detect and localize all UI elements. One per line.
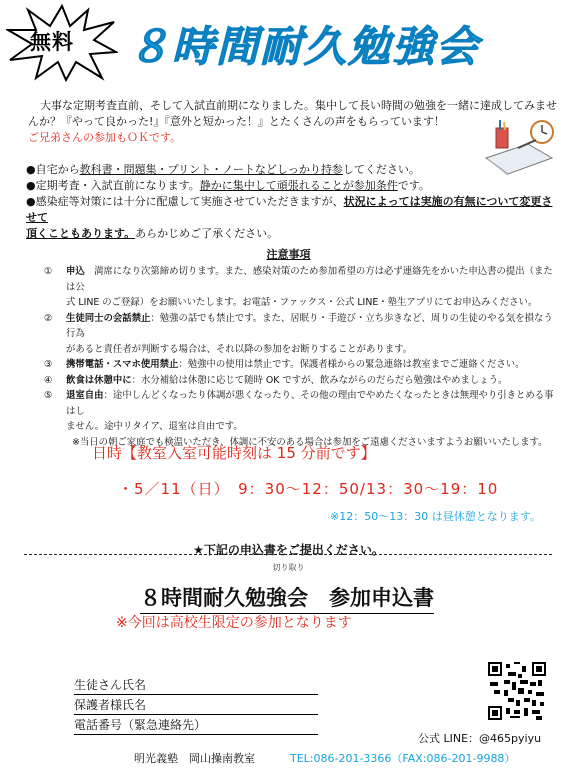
note-text: ：勉強の話でも禁止です。また、居眠り・手遊び・立ち歩きなど、周りの生徒のやる気を損なう行為 <box>66 312 553 339</box>
note-item <box>44 388 556 435</box>
note-text: ：水分補給は休憩に応じて随時 OK ですが、飲みながらのだらだら勉強はやめましょう。 <box>131 374 508 386</box>
note-number: ③ <box>44 359 53 370</box>
bullet-text: ●定期考査・入試直前になります。 <box>26 179 200 192</box>
cut-line <box>24 554 552 555</box>
intro-line-2: んか？『やって良かった!』『意外と短かった！』とたくさんの声をもらっています！ <box>28 115 445 128</box>
note-number: ① <box>44 266 53 277</box>
limited-note: ※今回は高校生限定の参加となります <box>116 615 352 631</box>
bullet-text: あらかじめご了承ください。 <box>135 227 279 240</box>
note-number: ⑤ <box>44 390 53 401</box>
bullet-text: ●自宅から <box>26 163 80 176</box>
student-name-field[interactable]: 生徒さん氏名 <box>74 676 318 695</box>
form-title: ８時間耐久勉強会 参加申込書 <box>140 582 434 614</box>
contact-phone[interactable]: TEL:086-201-3366（FAX:086-201-9988） <box>290 752 516 765</box>
bullet-emphasis: 状況によっては実施の有無について変更させて <box>26 195 553 224</box>
note-head: 飲食は休憩中に <box>66 374 132 386</box>
note-number: ② <box>44 312 53 324</box>
note-item <box>44 264 556 311</box>
bullet-text: です。 <box>397 179 430 192</box>
bullet-item <box>26 178 556 194</box>
schedule-heading: 日時【教室入室可能時刻は 15 分前です】 <box>92 444 376 462</box>
siblings-note: ご兄弟さんの参加もＯＫです。 <box>28 131 182 144</box>
note-text: ：勉強中の使用は禁止です。保護者様からの緊急連絡は教室までご連絡ください。 <box>178 359 525 370</box>
bullet-text: ●感染症等対策には十分に配慮して実施させていただきますが、 <box>26 195 344 208</box>
intro-line-1: 大事な定期考査直前、そして入試直前期になりました。集中して長い時間の勉強を一緒に達成してみませ <box>40 99 557 112</box>
note-item <box>44 311 556 358</box>
line-id: 公式 LINE：@465pyiyu <box>418 732 542 745</box>
parent-name-field[interactable]: 保護者様氏名 <box>74 696 318 715</box>
note-text: 式 LINE のご登録）をお願いいたします。お電話・ファックス・公式 LINE・塾生アプリにてお申込みください。 <box>66 297 538 308</box>
note-text: 満席になり次第締め切ります。また、感染対策のため参加希望の方は必ず連絡先をかいた申込書の提出（または公 <box>66 266 553 293</box>
bullet-emphasis: 頂くこともあります。 <box>26 227 136 240</box>
notes-title-text: 注意事項 <box>266 248 311 261</box>
bullet-item <box>26 194 556 242</box>
note-text: ません。途中リタイア、退室は自由です。 <box>66 421 243 432</box>
note-head: 申込 <box>66 266 85 277</box>
free-badge: 無料 <box>30 30 74 54</box>
cut-label: 切り取り <box>272 563 305 572</box>
bullet-emphasis: 静かに集中して頑張れることが参加条件 <box>199 179 398 192</box>
notes-list <box>44 264 556 450</box>
note-text: があると責任者が判断する場合は、それ以降の参加をお断りすることがあります。 <box>66 343 413 355</box>
bullet-emphasis: 教科書・問題集・プリント・ノートなどしっかり持参 <box>79 163 343 176</box>
school-name: 明光義塾 岡山操南教室 <box>134 752 255 765</box>
schedule-date: ・5／11（日） 9：30〜12：50/13：30〜19：10 <box>118 480 499 498</box>
health-note: ※当日の朝ご家庭でも検温いただき、体調に不安のある場合は参加をご遠慮くださいますようお願いいたします。 <box>72 436 548 448</box>
note-text: ：途中しんどくなったり体調が悪くなったり、その他の理由でやめたくなったときは無理やり引きとめる事はし <box>66 390 554 417</box>
note-item <box>44 373 556 389</box>
page-title: ８時間耐久勉強会 <box>128 22 481 71</box>
note-item <box>44 357 556 373</box>
qr-code-icon[interactable] <box>488 662 546 720</box>
bullet-item <box>26 162 556 178</box>
note-head: 携帯電話・スマホ使用禁止 <box>66 359 179 370</box>
phone-field[interactable]: 電話番号（緊急連絡先） <box>74 716 318 735</box>
notes-title <box>0 246 577 262</box>
break-note: ※12：50〜13：30 は昼休憩となります。 <box>330 510 541 523</box>
note-head: 退室自由 <box>66 390 104 401</box>
note-head: 生徒同士の会話禁止 <box>66 312 151 324</box>
submit-instruction: ★下記の申込書をご提出ください。 <box>193 543 384 557</box>
bullet-text: してください。 <box>342 163 420 176</box>
bullet-list <box>26 162 556 242</box>
note-number: ④ <box>44 374 53 386</box>
